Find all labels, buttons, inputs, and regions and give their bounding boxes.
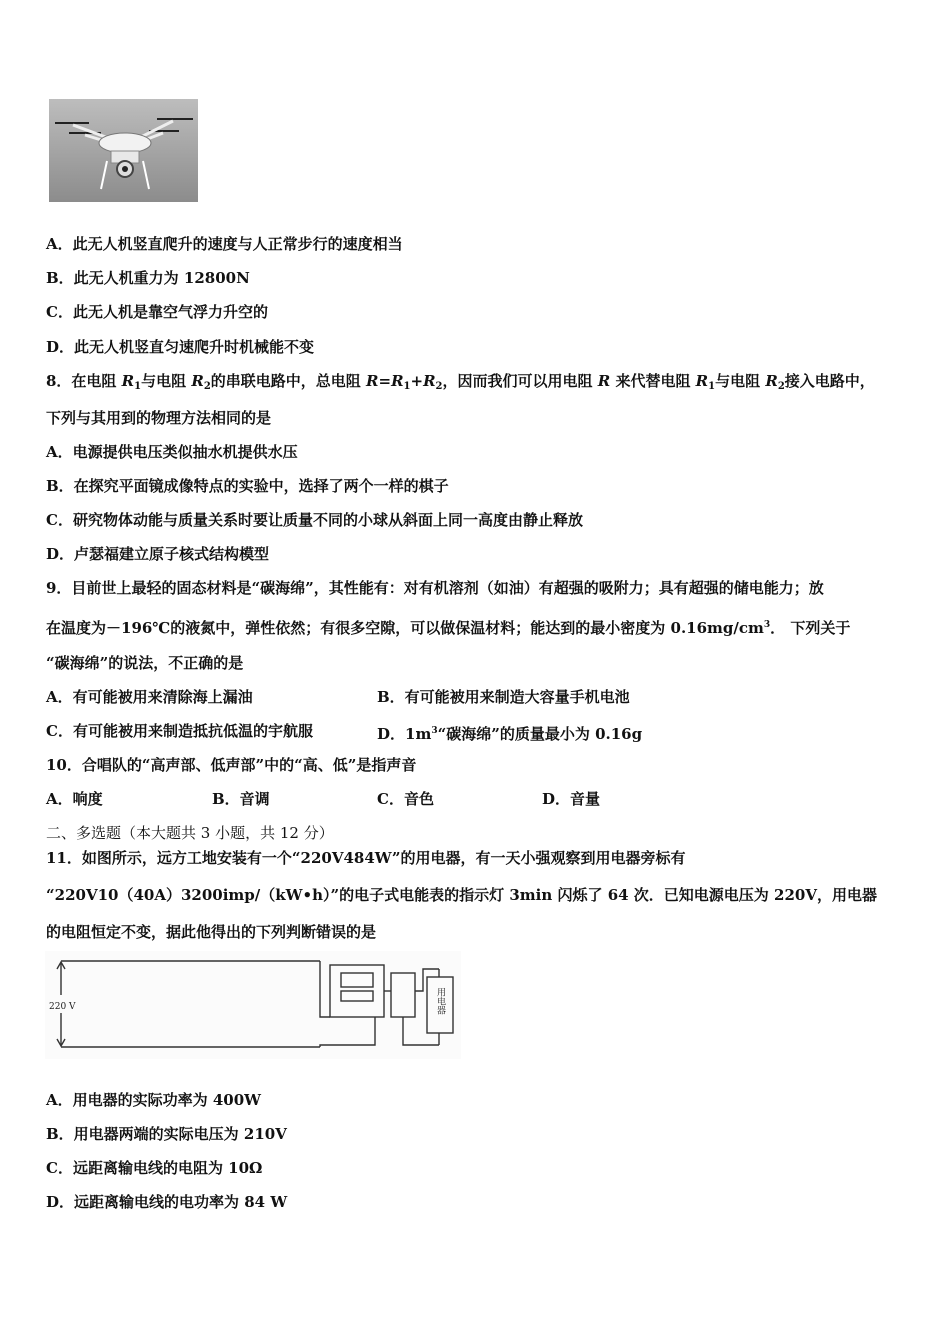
- q7-option-c: C．此无人机是靠空气浮力升空的: [46, 303, 268, 321]
- q9-option-b: B．有可能被用来制造大容量手机电池: [377, 688, 630, 706]
- q11-stem-line3: 的电阻恒定不变，据此他得出的下列判断错误的是: [46, 923, 377, 941]
- q11-option-c: C．远距离输电线的电阻为 10Ω: [46, 1159, 263, 1177]
- q8-option-d: D．卢瑟福建立原子核式结构模型: [46, 545, 270, 563]
- circuit-voltage-label: 220 V: [49, 1002, 76, 1012]
- q8-stem-line2: 下列与其用到的物理方法相同的是: [46, 409, 272, 427]
- q11-option-b: B．用电器两端的实际电压为 210V: [46, 1125, 287, 1143]
- q9-stem-line2: 在温度为－196℃的液氮中，弹性依然；有很多空隙，可以做保温材料；能达到的最小密度为 $0.16mg/cm^3$． 下列关于: [46, 619, 851, 637]
- drone-photo: [49, 99, 198, 202]
- section-2-title: 二、多选题（本大题共 3 小题，共 12 分）: [46, 824, 334, 842]
- q10-option-b: B．音调: [212, 790, 270, 808]
- q10-option-c: C．音色: [377, 790, 434, 808]
- q9-stem-line3: “碳海绵”的说法，不正确的是: [46, 654, 244, 672]
- circuit-device-label: 用电器: [435, 987, 445, 1015]
- q9-option-a: A．有可能被用来清除海上漏油: [46, 688, 253, 706]
- q9-option-c: C．有可能被用来制造抵抗低温的宇航服: [46, 722, 313, 740]
- q8-option-b: B．在探究平面镜成像特点的实验中，选择了两个一样的棋子: [46, 477, 449, 495]
- q11-option-a: A．用电器的实际功率为 400W: [46, 1091, 262, 1109]
- q11-stem-line1: 11．如图所示，远方工地安装有一个“220V484W”的用电器，有一天小强观察到用电器旁标有: [46, 849, 686, 867]
- q10-stem: 10．合唱队的“高声部、低声部”中的“高、低”是指声音: [46, 756, 417, 774]
- q9-option-d: D．$1m^3“$碳海绵”的质量最小为 0.16g: [377, 725, 643, 743]
- q10-option-d: D．音量: [542, 790, 601, 808]
- q11-option-d: D．远距离输电线的电功率为 84 W: [46, 1193, 288, 1211]
- q10-option-a: A．响度: [46, 790, 103, 808]
- q8-stem-line1: 8．在电阻 $R_1$与电阻 $R_2$的串联电路中，总电阻 $R=R_1+R_2$，因而我们可以用电阻 R 来代替电阻 $R_1$与电阻 $R_2$接入电路中，: [46, 372, 875, 392]
- q11-stem-line2: “220V10（40A）3200imp/（kW•h）”的电子式电能表的指示灯 3min 闪烁了 64 次．已知电源电压为 220V，用电器: [46, 886, 877, 904]
- q8-option-a: A．电源提供电压类似抽水机提供水压: [46, 443, 298, 461]
- q8-option-c: C．研究物体动能与质量关系时要让质量不同的小球从斜面上同一高度由静止释放: [46, 511, 583, 529]
- q7-option-d: D．此无人机竖直匀速爬升时机械能不变: [46, 338, 315, 356]
- q7-option-b: B．此无人机重力为 12800N: [46, 269, 250, 287]
- circuit-diagram: [45, 951, 461, 1059]
- q9-stem-line1: 9．目前世上最轻的固态材料是“碳海绵”，其性能有：对有机溶剂（如油）有超强的吸附力；具有超强的储电能力；放: [46, 579, 824, 597]
- q7-option-a: A．此无人机竖直爬升的速度与人正常步行的速度相当: [46, 235, 403, 253]
